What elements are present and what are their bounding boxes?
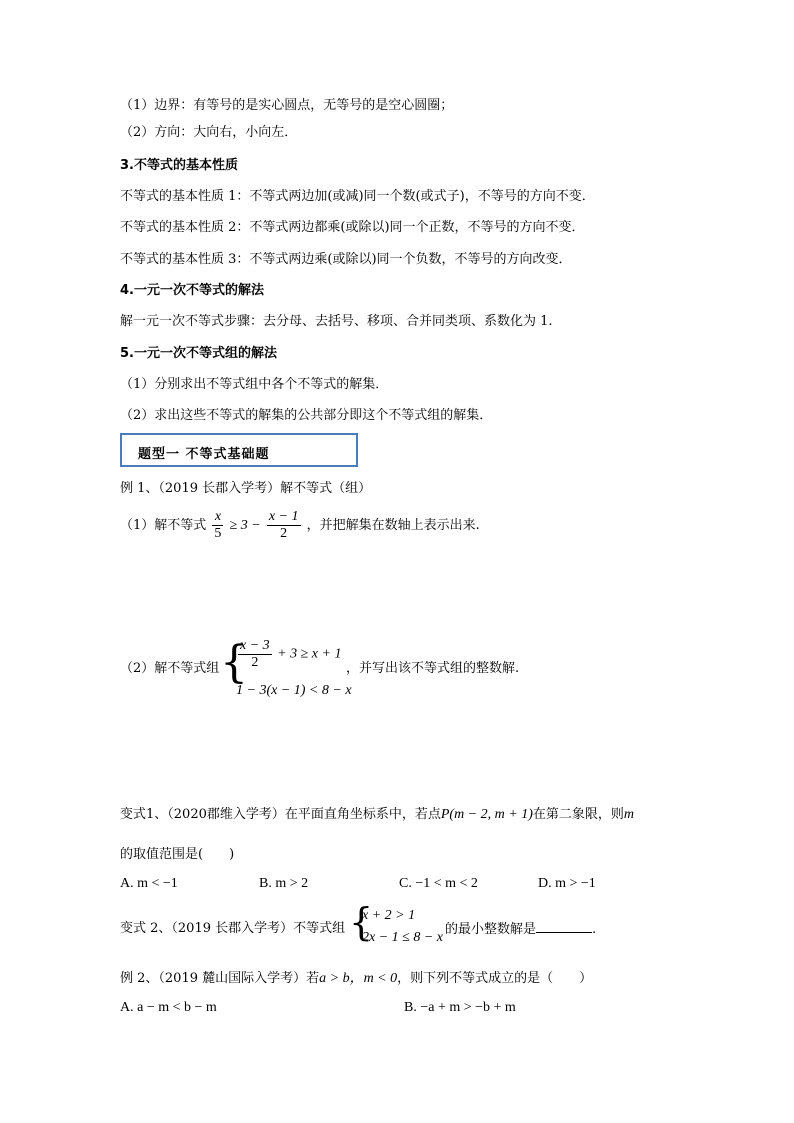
q1-suffix: ，并把解集在数轴上表示出来. (306, 518, 480, 533)
q1-mid: ≥ 3 − (229, 518, 261, 533)
section4-title: 4.一元一次不等式的解法 (120, 283, 264, 298)
answer-blank[interactable] (536, 920, 592, 933)
point-p: P(m − 2, m + 1) (440, 807, 533, 822)
property-1: 不等式的基本性质 1：不等式两边加(或减)同一个数(或式子)，不等号的方向不变． (120, 189, 595, 204)
section3-title: 3.不等式的基本性质 (120, 158, 238, 173)
q2-row2: 1 − 3(x − 1) < 8 − x (236, 683, 352, 698)
variant1-option-c: C. −1 < m < 2 (399, 876, 478, 891)
example2-line: 例 2、（2019 麓山国际入学考）若a > b，m < 0，则下列不等式成立的是（ ） (120, 971, 593, 986)
example2-condition: a > b，m < 0 (319, 971, 398, 986)
example1-q1 (120, 508, 480, 544)
solving-steps: 解一元一次不等式步骤：去分母、去括号、移项、合并同类项、系数化为 1. (120, 314, 553, 329)
topic-heading: 题型一 不等式基础题 (138, 447, 270, 462)
q2-suffix: ，并写出该不等式组的整数解. (346, 661, 520, 676)
example2-option-a: A. a − m < b − m (120, 1000, 217, 1015)
direction-note: （2）方向：大向右，小向左． (120, 125, 298, 140)
section5-title: 5.一元一次不等式组的解法 (120, 346, 277, 361)
variant2-row2: 2x − 1 ≤ 8 − x (362, 930, 444, 945)
property-2: 不等式的基本性质 2：不等式两边都乘(或除以)同一个正数，不等号的方向不变． (120, 220, 585, 235)
q2-brace: { (220, 637, 248, 688)
variant1-line2: 的取值范围是( ) (120, 847, 235, 862)
variant2-suffix: 的最小整数解是 . (445, 922, 597, 937)
q2-prefix: （2）解不等式组 (120, 661, 220, 676)
variant1-line1: 变式1、（2020郡维入学考）在平面直角坐标系中，若点P(m − 2, m + 1)在第二象限，则m (120, 807, 634, 822)
variant1-option-b: B. m > 2 (259, 876, 309, 891)
system-step-1: （1）分别求出不等式组中各个不等式的解集． (120, 377, 389, 392)
q1-fraction-2: $\frac{x - 1}{2}$ (268, 509, 299, 541)
topic-heading-box (120, 433, 358, 467)
variant2-prefix: 变式 2、（2019 长郡入学考）不等式组 (120, 921, 346, 936)
variant1-option-d: D. m > −1 (538, 876, 596, 891)
variant1-option-a: A. m < −1 (120, 876, 178, 891)
variant2-brace: { (349, 900, 374, 944)
q1-prefix: （1）解不等式 (120, 518, 207, 533)
boundary-note: （1）边界：有等号的是实心圆点，无等号的是空心圆圈； (120, 98, 454, 113)
variant2-row1: x + 2 > 1 (362, 908, 416, 923)
property-3: 不等式的基本性质 3：不等式两边乘(或除以)同一个负数，不等号的方向改变． (120, 252, 572, 267)
system-step-2: （2）求出这些不等式的解集的公共部分即这个不等式组的解集． (120, 408, 493, 423)
q2-row1: $\frac{x - 3}{2}$ + 3 ≥ x + 1 (240, 638, 342, 670)
q1-fraction-1: $\frac{x}{5}$ (214, 509, 222, 541)
example1-title: 例 1、（2019 长郡入学考）解不等式（组） (120, 481, 372, 496)
example2-option-b: B. −a + m > −b + m (404, 1000, 516, 1015)
